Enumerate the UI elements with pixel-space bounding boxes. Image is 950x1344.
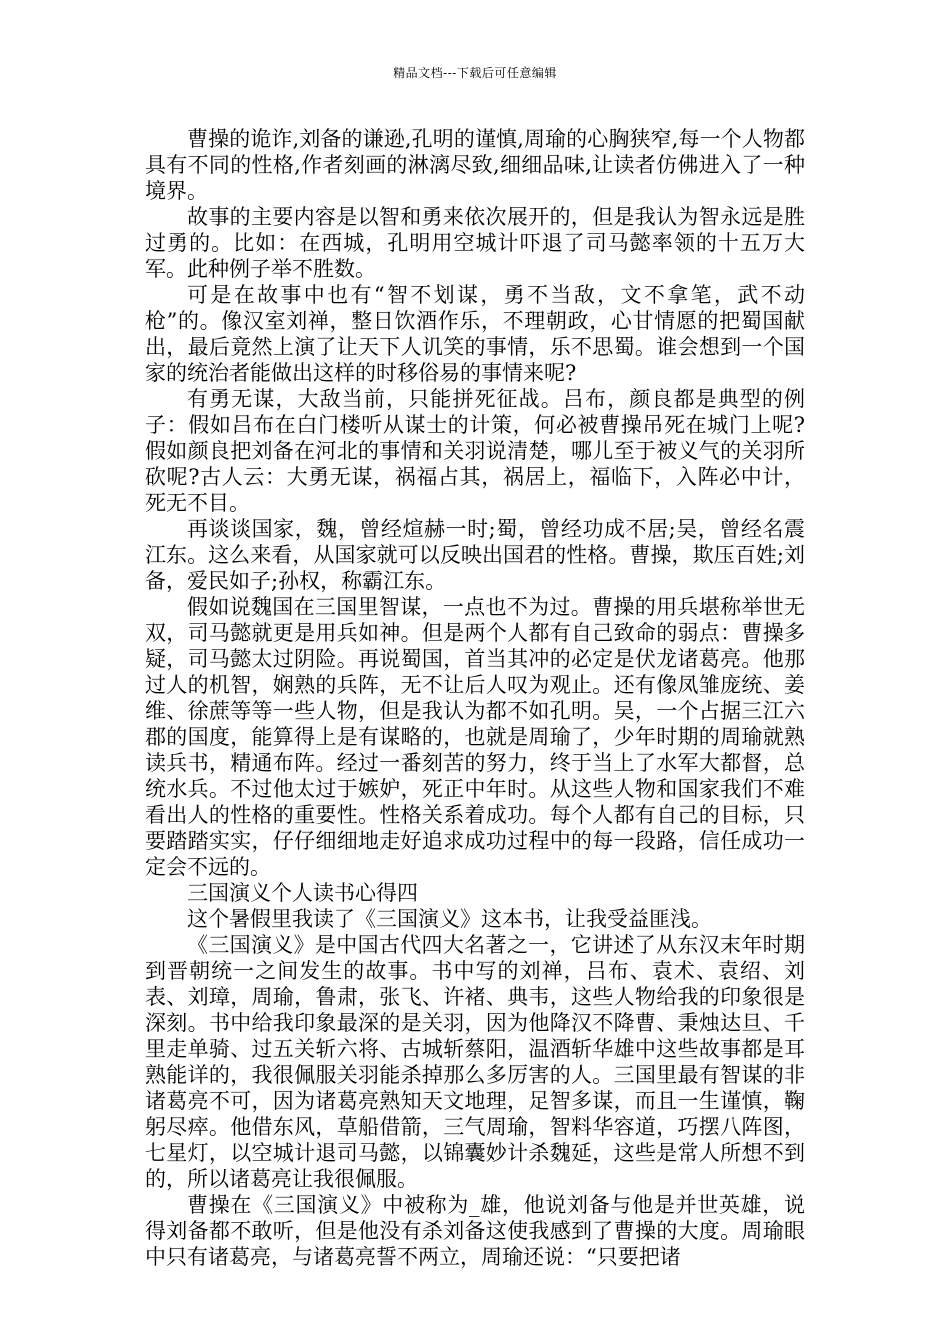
paragraph: 可是在故事中也有“智不划谋，勇不当敌，文不拿笔，武不动枪”的。像汉室刘禅，整日饮酒作乐，不理朝政，心甘情愿的把蜀国献出，最后竟然上演了让天下人讥笑的事情，乐不思蜀。谁会想到一个国家的统治者能做出这样的时移俗易的事情来呢? xyxy=(145,283,805,385)
paragraph: 假如说魏国在三国里智谋，一点也不为过。曹操的用兵堪称举世无双，司马懿就更是用兵如神。但是两个人都有自己致命的弱点：曹操多疑，司马懿太过阴险。再说蜀国，首当其冲的必定是伏龙诸葛亮。他那过人的机智，娴熟的兵阵，无不让后人叹为观止。还有像凤雏庞统、姜维、徐蔗等等一些人物，但是我认为都不如孔明。吴，一个占据三江六郡的国度，能算得上是有谋略的，也就是周瑜了，少年时期的周瑜就熟读兵书，精通布阵。经过一番刻苦的努力，终于当上了水军大都督，总统水兵。不过他太过于嫉妒，死正中年时。从这些人物和国家我们不难看出人的性格的重要性。性格关系着成功。每个人都有自己的目标，只要踏踏实实，仔仔细细地走好追求成功过程中的每一段路，信任成功一定会不远的。 xyxy=(145,595,805,879)
paragraph: 这个暑假里我读了《三国演义》这本书，让我受益匪浅。 xyxy=(187,907,712,931)
paragraph: 《三国演义》是中国古代四大名著之一，它讲述了从东汉末年时期到晋朝统一之间发生的故事。书中写的刘禅，吕布、袁术、袁绍、刘表、刘璋，周瑜，鲁肃，张飞、许褚、典韦，这些人物给我的印象很是深刻。书中给我印象最深的是关羽，因为他降汉不降曹、秉烛达旦、千里走单骑、过五关斩六将、古城斩蔡阳，温酒斩华雄中这些故事都是耳熟能详的，我很佩服关羽能杀掉那么多厉害的人。三国里最有智谋的非诸葛亮不可，因为诸葛亮熟知天文地理，足智多谋，而且一生谨慎，鞠躬尽瘁。他借东风，草船借箭，三气周瑜，智料华容道，巧摆八阵图，七星灯，以空城计退司马懿，以锦囊妙计杀魏延，这些是常人所想不到的，所以诸葛亮让我很佩服。 xyxy=(145,933,805,1191)
paragraph: 再谈谈国家，魏，曾经煊赫一时;蜀，曾经功成不居;吴，曾经名震江东。这么来看，从国家就可以反映出国君的性格。曹操，欺压百姓;刘备，爱民如子;孙权，称霸江东。 xyxy=(145,517,805,593)
page-header: 精品文档---下载后可任意编辑 xyxy=(393,66,557,80)
paragraph: 有勇无谋，大敌当前，只能拼死征战。吕布，颜良都是典型的例子：假如吕布在白门楼听从谋士的计策，何必被曹操吊死在城门上呢?假如颜良把刘备在河北的事情和关羽说清楚，哪儿至于被义气的关羽所砍呢?古人云：大勇无谋，祸福占其，祸居上，福临下，入阵必中计，死无不目。 xyxy=(145,387,805,515)
section-title: 三国演义个人读书心得四 xyxy=(187,881,418,905)
document-body xyxy=(145,126,805,1270)
paragraph: 曹操的诡诈,刘备的谦逊,孔明的谨慎,周瑜的心胸狭窄,每一个人物都具有不同的性格,作者刻画的淋漓尽致,细细品味,让读者仿佛进入了一种境界。 xyxy=(145,127,805,203)
paragraph: 故事的主要内容是以智和勇来依次展开的，但是我认为智永远是胜过勇的。比如：在西城，孔明用空城计吓退了司马懿率领的十五万大军。此种例子举不胜数。 xyxy=(145,205,805,281)
paragraph: 曹操在《三国演义》中被称为_雄，他说刘备与他是并世英雄，说得刘备都不敢听，但是他没有杀刘备这使我感到了曹操的大度。周瑜眼中只有诸葛亮，与诸葛亮誓不两立，周瑜还说：“只要把诸 xyxy=(145,1193,805,1269)
